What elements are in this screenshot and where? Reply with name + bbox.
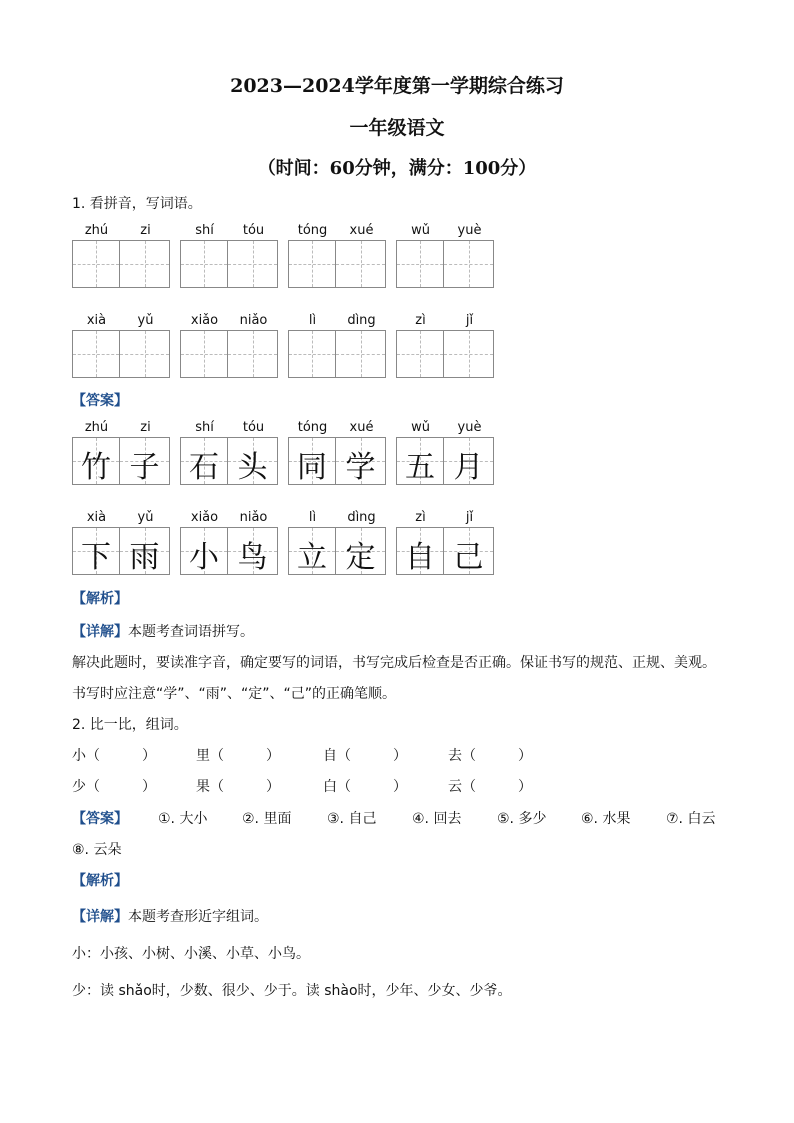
tianzige-cell [120,527,170,575]
tianzige-cell [228,527,278,575]
pinyin-label: lì [308,510,317,525]
answer-item: ④. 回去 [412,811,462,827]
tianzige-cell [396,437,444,485]
answer-item: ②. 里面 [242,811,292,827]
pinyin-label: xué [349,223,374,238]
pinyin-label: xiǎo [190,510,219,525]
pinyin-label: xué [349,420,374,435]
tianzige-cell[interactable] [72,240,120,288]
page-title: 2023—2024学年度第一学期综合练习 [230,75,564,97]
pinyin-label: xiǎo [190,313,219,328]
hanzi-answer: 鸟 [237,540,268,575]
hanzi-answer: 竹 [81,450,111,485]
tianzige-cell [288,437,336,485]
compare-item: 白（ ） [323,779,407,795]
pinyin-label: jǐ [465,510,474,525]
pinyin-label: zi [140,420,151,435]
tianzige-cell[interactable] [180,240,228,288]
hanzi-answer: 子 [129,450,160,485]
detail-line-2 [72,906,268,926]
detail-text: 本题考查词语拼写。 [128,624,254,640]
hanzi-answer: 立 [297,540,327,575]
compare-item: 小（ ） [72,748,156,764]
pinyin-label: tóng [297,223,328,238]
hanzi-answer: 己 [453,540,484,575]
compare-item: 自（ ） [323,748,407,764]
tianzige-cell[interactable] [120,240,170,288]
tianzige-cell [180,527,228,575]
hanzi-answer: 石 [189,450,219,485]
hanzi-answer: 学 [345,450,376,485]
tianzige-cell [72,437,120,485]
hanzi-answer: 自 [405,540,435,575]
hanzi-answer: 头 [237,450,268,485]
tianzige-cell[interactable] [336,240,386,288]
pinyin-label: zì [415,510,426,525]
pinyin-label: yuè [457,223,482,238]
tianzige-cell[interactable] [228,240,278,288]
tianzige-cell [396,527,444,575]
explanation-line-2: 书写时应注意“学”、“雨”、“定”、“己”的正确笔顺。 [72,686,397,702]
compare-item: 少（ ） [72,779,156,795]
detail-label: 【详解】 [72,909,128,925]
tianzige-cell[interactable] [228,330,278,378]
tianzige-cell [72,527,120,575]
pinyin-label: lì [308,313,317,328]
tianzige-cell [120,437,170,485]
pinyin-label: xià [86,313,107,328]
tianzige-cell [444,437,494,485]
tianzige-cell[interactable] [288,240,336,288]
tianzige-cell [336,437,386,485]
analysis-label-2: 【解析】 [72,873,128,889]
pinyin-label: yuè [457,420,482,435]
pinyin-label: tóu [242,223,265,238]
tianzige-cell[interactable] [180,330,228,378]
pinyin-label: niǎo [239,510,268,525]
tianzige-cell[interactable] [444,240,494,288]
answer-item: ⑥. 水果 [581,811,631,827]
answer-item: ①. 大小 [158,811,208,827]
pinyin-label: yǔ [137,510,154,525]
tianzige-cell [180,437,228,485]
pinyin-label: shí [195,223,214,238]
tianzige-cell [444,527,494,575]
detail-line [72,621,254,641]
tianzige-cell[interactable] [120,330,170,378]
detail-label: 【详解】 [72,624,128,640]
pinyin-label: tóng [297,420,328,435]
pinyin-label: jǐ [465,313,474,328]
tianzige-cell [336,527,386,575]
question-2-stem: 2. 比一比，组词。 [72,717,188,733]
analysis-label: 【解析】 [72,591,128,607]
explanation-line-1: 解决此题时，要读准字音，确定要写的词语，书写完成后检查是否正确。保证书写的规范、正规、美观。 [72,655,716,671]
tianzige-cell[interactable] [396,330,444,378]
answer-label: 【答案】 [72,393,128,409]
pinyin-label: zhú [84,223,109,238]
pinyin-label: zhú [84,420,109,435]
shao-words: 少：读 shǎo时，少数、很少、少于。读 shào时，少年、少女、少爷。 [72,983,512,999]
hanzi-answer: 月 [453,450,484,485]
compare-item: 云（ ） [448,779,532,795]
pinyin-label: niǎo [239,313,268,328]
pinyin-label: wǔ [411,420,430,435]
detail-text: 本题考查形近字组词。 [128,909,268,925]
exam-meta: （时间：60分钟，满分：100分） [257,158,537,179]
pinyin-label: zi [140,223,151,238]
pinyin-label: wǔ [411,223,430,238]
xiao-words: 小：小孩、小树、小溪、小草、小鸟。 [72,946,310,962]
pinyin-label: dìng [347,313,376,328]
pinyin-label: yǔ [137,313,154,328]
tianzige-cell[interactable] [288,330,336,378]
question-1-stem: 1. 看拼音，写词语。 [72,196,202,212]
compare-item: 里（ ） [196,748,280,764]
hanzi-answer: 五 [405,450,435,485]
answer-item: ③. 自己 [327,811,377,827]
tianzige-cell [228,437,278,485]
answer-item: ⑤. 多少 [497,811,547,827]
pinyin-label: xià [86,510,107,525]
answer-label-2: 【答案】 [72,811,128,827]
answer-item: ⑧. 云朵 [72,842,122,858]
hanzi-answer: 定 [345,540,376,575]
pinyin-label: dìng [347,510,376,525]
hanzi-answer: 同 [297,450,327,485]
page-subtitle: 一年级语文 [349,117,445,139]
hanzi-answer: 下 [81,540,111,575]
tianzige-cell[interactable] [396,240,444,288]
tianzige-cell [288,527,336,575]
pinyin-label: zì [415,313,426,328]
compare-item: 去（ ） [448,748,532,764]
hanzi-answer: 雨 [129,540,160,575]
hanzi-answer: 小 [189,540,219,575]
pinyin-label: shí [195,420,214,435]
compare-item: 果（ ） [196,779,280,795]
pinyin-label: tóu [242,420,265,435]
tianzige-cell[interactable] [72,330,120,378]
answer-item: ⑦. 白云 [666,811,716,827]
tianzige-cell[interactable] [336,330,386,378]
tianzige-cell[interactable] [444,330,494,378]
